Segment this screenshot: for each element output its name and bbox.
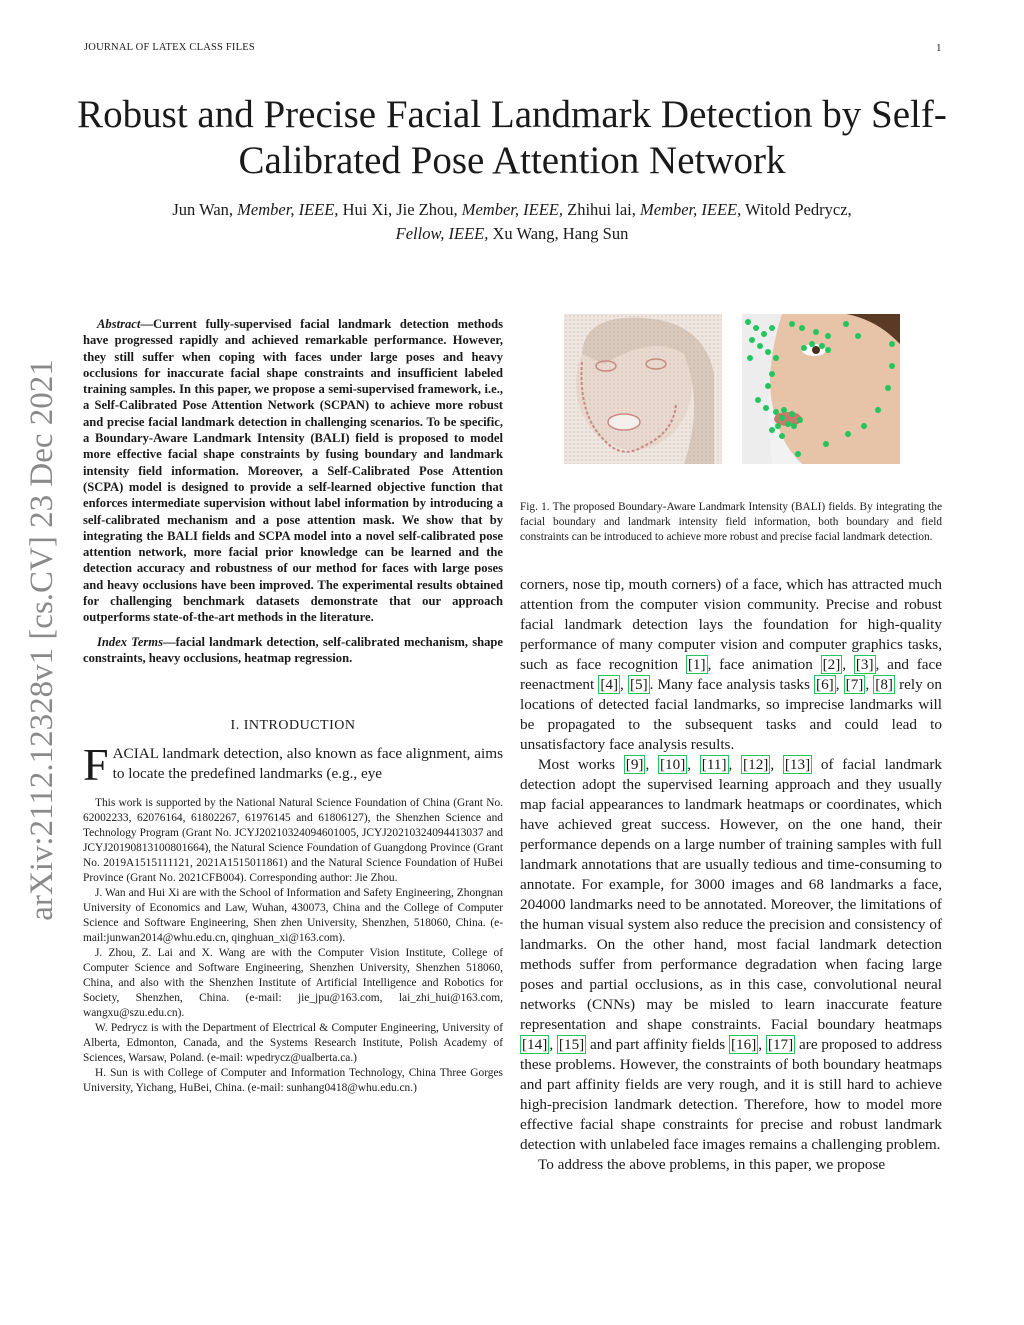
intro-continued <box>520 575 942 1175</box>
footnote-affiliation-1: J. Wan and Hui Xi are with the School of Information and Safety Engineering, Zhongnan University of Economics and Law, Wuhan, 430073, China and the College of Computer Science and Software Engineering, Shen zhen University, Shenzhen, 518060, China. (e-mail:junwan2014@whu.edu.cn, qinghuan_xi@163.com). <box>83 887 503 945</box>
footnote-affiliation-4: H. Sun is with College of Computer and Information Technology, China Three Gorges University, Yichang, HuBei, China. (e-mail: sunhang0418@whu.edu.cn.) <box>83 1067 503 1095</box>
citation-link[interactable]: [17] <box>767 1036 794 1053</box>
figure-1 <box>520 310 942 490</box>
citation-link[interactable]: [7] <box>845 676 864 693</box>
paragraph-2: Most works [9] , [10] , [11] , [12] , [13] of facial landmark detection adopt the supervised learning approach and they usually map facial appearances to landmark heatmaps or coordinates, which have achieved great success. However, on the one hand, their performance depends on a large number of training samples with full landmark annotations that are usually tedious and time-consuming to annotate. For example, for 3000 images and 68 landmarks a face, 204000 landmarks need to be annotated. Moreover, the limitations of the human visual system also reduce the precision and consistency of landmarks. On the other hand, most facial landmark detection methods suffer from performance degradation when facing large poses and partial occlusions, as in this case, convolutional neural networks (CNNs) may be misled to learn inaccurate feature representation and shape constraints. Facial boundary heatmaps [14] , [15] and part affinity fields [16] , [17] are proposed to address these problems. However, the constraints of both boundary heatmaps and part affinity fields are very rough, and it is still hard to achieve high-precision landmark detection. Therefore, how to model more effective facial shape constraints for precise and robust landmark detection with unlabeled face images remains a challenging problem. <box>520 756 943 1153</box>
citation-link[interactable]: [8] <box>875 676 893 693</box>
citation-link[interactable]: [1] <box>687 656 706 673</box>
footnote-funding: This work is supported by the National Natural Science Foundation of China (Grant No. 62002233, 62076164, 61802267, 61976145 and 61806127), the Shenzhen Science and Technology Program (Grant No. JCYJ20210324094601005, JCYJ20210324094413037 and JCYJ20190813100801664), the Natural Science Foundation of Guangdong Province (Grant No. 2019A1515111121, 2021A1515011861) and the Natural Science Foundation of HuBei Province (Grant No. 2021CFB004). Corresponding author: Jie Zhou. <box>83 797 503 885</box>
intro-paragraph: FACIAL landmark detection, also known as face alignment, aims to locate the predefined landmarks (e.g., eye <box>83 739 503 791</box>
author-list: Jun Wan, Member, IEEE, Hui Xi, Jie Zhou, Member, IEEE, Zhihui lai, Member, IEEE, Witold Pedrycz, Fellow, IEEE, Xu Wang, Hang Sun <box>172 200 852 243</box>
citation-link[interactable]: [3] <box>855 656 874 673</box>
footnote-affiliation-2: J. Zhou, Z. Lai and X. Wang are with the Computer Vision Institute, College of Computer Science and Software Engineering, Shenzhen University, Shenzhen 518060, China, and also with the Shenzhen Institute of Artificial Intelligence and Robotics for Society, Shenzhen, China. (e-mail: jie_jpu@163.com, lai_zhi_hui@163.com, wangxu@szu.edu.cn). <box>83 947 503 1020</box>
drop-cap: F <box>83 739 109 791</box>
abstract: Abstract—Current fully-supervised facial landmark detection methods have progressed rapidly and achieved remarkable performance. However, they still suffer when coping with faces under large poses and heavy occlusions for inaccurate facial shape constraints and insufficient labeled training samples. In this paper, we propose a semi-supervised framework, i.e., a Self-Calibrated Pose Attention Network (SCPAN) to achieve more robust and precise facial landmark detection in challenging scenarios. To be specific, a Boundary-Aware Landmark Intensity (BALI) field is proposed to model more effective facial shape constraints by fusing boundary and landmark intensity field information. Moreover, a Self-Calibrated Pose Attention (SCPA) model is designed to provide a self-learned objective function that enforces intermediate supervision without label information by introducing a self-calibrated mechanism and a pose attention mask. We show that by integrating the BALI fields and SCPA model into a novel self-calibrated pose attention network, more facial prior knowledge can be learned and the detection accuracy and robustness of our method for faces with large poses and heavy occlusions have been improved. The experimental results obtained for challenging benchmark datasets demonstrate that our approach outperforms state-of-the-art methods in the literature. <box>83 317 503 625</box>
citation-link[interactable]: [2] <box>822 656 841 673</box>
citation-link[interactable]: [11] <box>701 756 727 773</box>
index-terms: Index Terms—facial landmark detection, self-calibrated mechanism, shape constraints, heavy occlusions, heatmap regression. <box>83 634 503 665</box>
arxiv-stamp <box>0 330 60 950</box>
citation-link[interactable]: [12] <box>743 756 769 773</box>
citation-link[interactable]: [9] <box>625 756 644 773</box>
paragraph-3: To address the above problems, in this paper, we propose <box>538 1156 886 1173</box>
citation-link[interactable]: [6] <box>816 676 834 693</box>
citation-link[interactable]: [5] <box>629 676 648 693</box>
arxiv-id: arXiv:2112.12328v1 [cs.CV] 23 Dec 2021 <box>24 359 60 921</box>
paragraph-1: corners, nose tip, mouth corners) of a face, which has attracted much attention from the computer vision community. Precise and robust facial landmark detection lays the foundation for high-quality performance of many computer vision and computer graphics tasks, such as face recognition [1] , face animation [2] , [3] , and face reenactment [4] , [5] . Many face analysis tasks [6] , [7] , [8] rely on locations of detected facial landmarks, so imprecise landmarks will be propagated to the subsequent tasks and could lead to unsatisfactory face analysis results. <box>520 576 943 753</box>
right-column <box>520 310 942 1175</box>
landmark-face-image <box>742 314 900 464</box>
citation-link[interactable]: [16] <box>730 1036 757 1053</box>
section-heading-introduction: I. INTRODUCTION <box>230 718 356 734</box>
left-column <box>83 316 503 1096</box>
figure-caption: Fig. 1. The proposed Boundary-Aware Landmark Intensity (BALI) fields. By integrating the facial boundary and landmark intensity field information, both boundary and field constraints can be introduced to achieve more robust and precise facial landmark detection. <box>520 501 942 543</box>
paper-title: Robust and Precise Facial Landmark Detection by Self-Calibrated Pose Attention Network <box>77 93 947 182</box>
citation-link[interactable]: [14] <box>522 1036 548 1053</box>
running-header: JOURNAL OF LATEX CLASS FILES <box>84 42 255 53</box>
bali-field-face-image <box>564 314 722 464</box>
citation-link[interactable]: [10] <box>659 756 686 773</box>
citation-link[interactable]: [15] <box>558 1036 585 1053</box>
page-number: 1 <box>936 42 942 54</box>
citation-link[interactable]: [13] <box>784 756 811 773</box>
citation-link[interactable]: [4] <box>600 676 619 693</box>
footnote-affiliation-3: W. Pedrycz is with the Department of Electrical & Computer Engineering, University of Alberta, Edmonton, Canada, and the Systems Research Institute, Polish Academy of Sciences, Warsaw, Poland. (e-mail: wpedrycz@ualberta.ca.) <box>83 1022 503 1065</box>
